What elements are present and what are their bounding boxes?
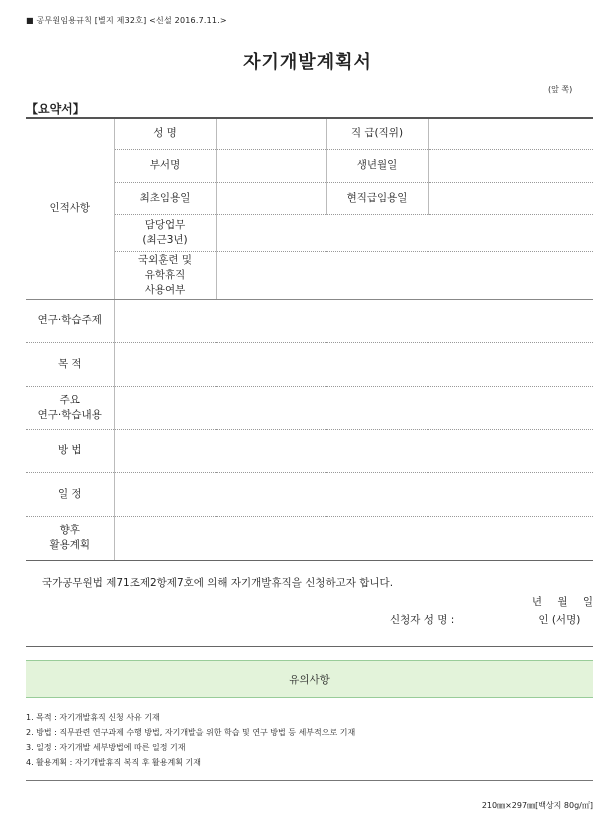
current-grade-date-label: 현직급임용일 <box>326 182 428 214</box>
duties-label-line1: 담당업무 <box>144 218 186 231</box>
applicant-signature-line <box>390 612 580 627</box>
divider-line <box>26 646 593 647</box>
name-label: 성 명 <box>114 118 216 149</box>
main-content-label <box>26 386 114 429</box>
notes-list <box>26 710 355 770</box>
date-month-label: 월 <box>557 596 568 608</box>
notes-heading-bar <box>26 660 593 698</box>
note-item: 4. 활용계획 : 자기개발휴직 복직 후 활용계획 기재 <box>26 758 201 767</box>
method-label: 방 법 <box>26 429 114 472</box>
notes-heading: 유의사항 <box>289 673 330 686</box>
duties-label-line2: (최근3년) <box>142 233 188 246</box>
footer-divider <box>26 780 593 781</box>
personal-section-label: 인적사항 <box>26 118 114 299</box>
overseas-training-field[interactable] <box>216 251 593 299</box>
position-field[interactable] <box>428 118 593 149</box>
current-grade-date-field[interactable] <box>428 182 593 214</box>
date-year-label: 년 <box>531 596 542 608</box>
summary-label: 【요약서】 <box>26 102 85 116</box>
schedule-label: 일 정 <box>26 472 114 516</box>
note-item: 2. 방법 : 직무관련 연구과제 수행 방법, 자기개발을 위한 학습 및 연구 방법 등 세부적으로 기재 <box>26 728 356 737</box>
application-form-table <box>26 117 593 561</box>
seal-label: 인 (서명) <box>538 614 581 626</box>
department-field[interactable] <box>216 149 326 182</box>
overseas-training-label <box>114 251 216 299</box>
training-label-line1: 국외훈련 및 <box>137 253 193 266</box>
position-label: 직 급(직위) <box>326 118 428 149</box>
department-label: 부서명 <box>114 149 216 182</box>
main-content-line2: 연구·학습내용 <box>37 408 102 421</box>
declaration-text: 국가공무원법 제71조제2항제7호에 의해 자기개발휴직을 신청하고자 합니다. <box>42 577 394 589</box>
future-plan-label <box>26 516 114 560</box>
application-date <box>532 594 593 609</box>
first-appointment-field[interactable] <box>216 182 326 214</box>
duties-field[interactable] <box>216 214 593 251</box>
birth-date-label: 생년월일 <box>326 149 428 182</box>
training-label-line3: 사용여부 <box>144 283 186 296</box>
name-field[interactable] <box>216 118 326 149</box>
page-side-mark: (앞 쪽) <box>548 85 573 94</box>
future-plan-line1: 향후 <box>59 524 80 536</box>
future-plan-field[interactable] <box>114 516 593 560</box>
applicant-name-label: 신청자 성 명 : <box>390 614 455 626</box>
paper-spec: 210㎜×297㎜[백상지 80g/㎡] <box>481 801 593 810</box>
date-day-label: 일 <box>582 596 593 608</box>
document-title: 자기개발계획서 <box>243 52 372 73</box>
method-field[interactable] <box>114 429 593 472</box>
purpose-label: 목 적 <box>26 342 114 386</box>
purpose-field[interactable] <box>114 342 593 386</box>
training-label-line2: 유학휴직 <box>144 268 186 281</box>
research-topic-label: 연구·학습주제 <box>26 299 114 342</box>
main-content-line1: 주요 <box>59 393 80 406</box>
future-plan-line2: 활용계획 <box>49 539 91 551</box>
regulation-header: ■ 공무원임용규칙 [별지 제32호] <신설 2016.7.11.> <box>26 16 227 25</box>
research-topic-field[interactable] <box>114 299 593 342</box>
duties-label <box>114 214 216 251</box>
first-appointment-label: 최초임용일 <box>114 182 216 214</box>
birth-date-field[interactable] <box>428 149 593 182</box>
note-item: 3. 일정 : 자기개발 세부방법에 따른 일정 기재 <box>26 743 186 752</box>
note-item: 1. 목적 : 자기개발휴직 신청 사유 기재 <box>26 713 160 722</box>
schedule-field[interactable] <box>114 472 593 516</box>
main-content-field[interactable] <box>114 386 593 429</box>
